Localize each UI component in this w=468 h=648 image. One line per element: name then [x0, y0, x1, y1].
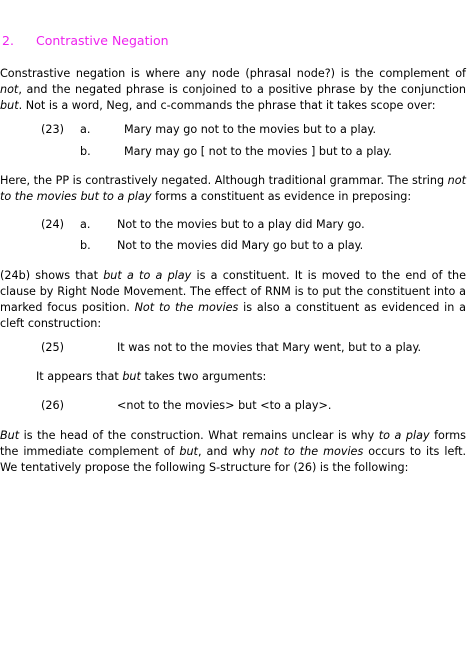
example-25-text: It was not to the movies that Mary went, but to a play.	[117, 341, 422, 354]
example-25-number: (25)	[41, 341, 64, 354]
example-24a-text: Not to the movies but to a play did Mary go.	[117, 218, 365, 231]
text-run: is a constituent. It is moved to the end of the clause by Right Node Movement. The effect of RNM is to put the constituent into a marked focus position.	[0, 269, 467, 314]
constituent-paragraph	[0, 268, 466, 332]
text-run: Here, the PP is contrastively negated. Although traditional grammar. The string	[0, 174, 448, 187]
pp-paragraph	[0, 173, 466, 205]
example-23-number: (23)	[41, 123, 64, 136]
text-run: It appears that	[36, 370, 123, 383]
text-run: (24b) shows that	[0, 269, 104, 282]
example-23b-text: Mary may go [ not to the movies ] but to a play.	[124, 145, 392, 158]
italic-term: Not to the movies	[134, 301, 239, 314]
text-run: forms the immediate complement of	[0, 429, 467, 458]
section-title: Contrastive Negation	[36, 33, 169, 48]
section-heading	[2, 33, 169, 48]
text-run: . Not is a word, Neg, and c-commands the phrase that it takes scope over:	[18, 99, 436, 112]
example-23b-label: b.	[80, 145, 91, 158]
text-run: takes two arguments:	[140, 370, 267, 383]
example-24a-label: a.	[80, 218, 91, 231]
text-run: , and the negated phrase is conjoined to a positive phrase by the conjunction	[18, 83, 466, 96]
head-paragraph	[0, 428, 466, 476]
italic-term: but a to a play	[103, 269, 192, 282]
italic-term: not to the movies but to a play	[0, 174, 466, 203]
arguments-sentence	[36, 369, 266, 385]
example-23a-text: Mary may go not to the movies but to a play.	[124, 123, 377, 136]
example-26-text: <not to the movies> but <to a play>.	[117, 399, 332, 412]
italic-term: but	[179, 445, 198, 458]
example-24-number: (24)	[41, 218, 64, 231]
italic-term: to a play	[378, 429, 430, 442]
italic-term: but	[0, 99, 19, 112]
italic-term: not	[0, 83, 19, 96]
section-number: 2.	[2, 33, 14, 48]
example-26-number: (26)	[41, 399, 64, 412]
example-23a-label: a.	[80, 123, 91, 136]
text-run: forms a constituent as evidence in preposing:	[151, 190, 412, 203]
text-run: is also a constituent as evidenced in a cleft construction:	[0, 301, 467, 330]
example-24b-label: b.	[80, 239, 91, 252]
text-run: , and why	[197, 445, 261, 458]
italic-term: But	[0, 429, 20, 442]
text-run: occurs to its left. We tentatively propose the following S-structure for (26) is the following:	[0, 445, 467, 474]
italic-term: but	[122, 370, 141, 383]
text-run: is the head of the construction. What remains unclear is why	[19, 429, 379, 442]
italic-term: not to the movies	[260, 445, 364, 458]
intro-paragraph	[0, 66, 466, 114]
example-24b-text: Not to the movies did Mary go but to a play.	[117, 239, 364, 252]
text-run: Constrastive negation is where any node (phrasal node?) is the complement of	[0, 67, 466, 80]
